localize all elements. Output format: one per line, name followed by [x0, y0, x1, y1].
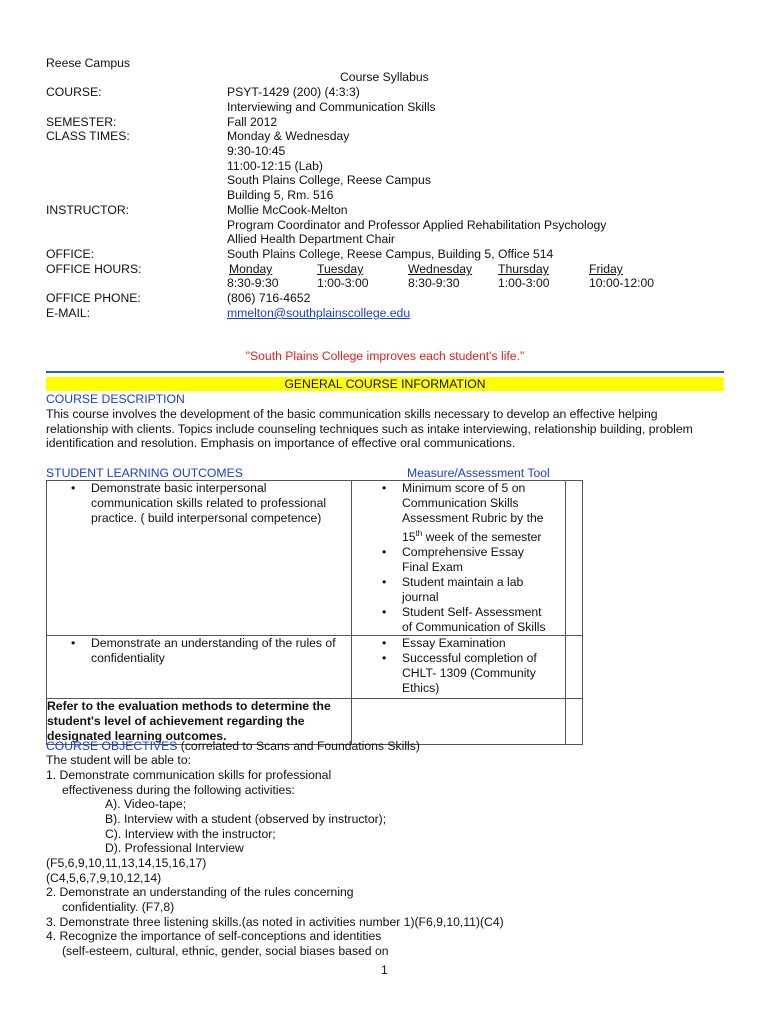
campus-name: Reese Campus: [46, 56, 130, 70]
office-hours-time: 10:00-12:00: [589, 276, 655, 290]
class-time-lab: 11:00-12:15 (Lab): [227, 159, 323, 173]
page-number: 1: [381, 963, 388, 977]
objectives-heading: COURSE OBJECTIVES: [46, 739, 178, 753]
list-item: • Demonstrate an understanding of the rules of confidentiality: [47, 636, 351, 666]
course-name: Interviewing and Communication Skills: [227, 100, 436, 114]
office-label: OFFICE:: [46, 247, 95, 261]
description-heading: COURSE DESCRIPTION: [46, 392, 185, 406]
objective-subitem: D). Professional Interview: [105, 841, 244, 855]
outcome-cell: [47, 636, 352, 699]
instructor-name: Mollie McCook-Melton: [227, 203, 348, 217]
objective-item-cont: confidentiality. (F7,8): [62, 900, 175, 914]
extra-cell: [566, 636, 583, 699]
office-hours-time: 8:30-9:30: [408, 276, 460, 290]
college-motto: "South Plains College improves each student's life.": [245, 349, 525, 363]
email-label: E-MAIL:: [46, 306, 91, 320]
evaluation-note: Refer to the evaluation methods to determine the student's level of achievement regarding the designated learning outcomes.: [47, 699, 352, 745]
outcomes-heading: STUDENT LEARNING OUTCOMES: [46, 466, 243, 480]
course-code: PSYT-1429 (200) (4:3:3): [227, 85, 360, 99]
email-link[interactable]: mmelton@southplainscollege.edu: [227, 306, 411, 320]
semester-label: SEMESTER:: [46, 115, 117, 129]
objective-item: 3. Demonstrate three listening skills.(as noted in activities number 1)(F6,9,10,11)(C4): [46, 915, 504, 929]
class-times-label: CLASS TIMES:: [46, 129, 130, 143]
objective-codes: (F5,6,9,10,11,13,14,15,16,17): [46, 856, 207, 870]
measure-cell: [352, 636, 566, 699]
table-row: [47, 699, 583, 745]
measure-week-sup: th: [415, 529, 423, 538]
class-location: South Plains College, Reese Campus: [227, 173, 431, 187]
semester-value: Fall 2012: [227, 115, 278, 129]
office-hours-day: Wednesday: [408, 262, 473, 276]
measure-week-rest: week of the semester: [422, 530, 542, 545]
measure-text: Minimum score of 5 on Communication Skills Assessment Rubric by the: [402, 481, 544, 525]
description-line: relationship with clients. Topics include counseling techniques such as intake interviewing, relationship building, problem: [46, 422, 693, 436]
extra-cell: [566, 699, 583, 745]
list-item: • Student Self- Assessment of Communication of Skills: [352, 605, 551, 635]
measure-cell: [352, 699, 566, 745]
list-item: • Successful completion of CHLT- 1309 (Community Ethics): [352, 651, 551, 696]
objectives-heading-line: [46, 739, 420, 754]
table-row: [47, 636, 583, 699]
objective-codes: (C4,5,6,7,9,10,12,14): [46, 871, 162, 885]
office-hours-day: Friday: [589, 262, 623, 276]
section-divider: [46, 371, 724, 373]
list-item: • Demonstrate basic interpersonal communication skills related to professional practice. ( build interpersonal competence): [47, 481, 351, 526]
description-line: identification and resolution. Emphasis on importance of effective oral communications.: [46, 436, 516, 450]
class-time-lecture: 9:30-10:45: [227, 144, 286, 158]
office-hours-time: 8:30-9:30: [227, 276, 279, 290]
measure-week-num: 15: [402, 530, 416, 545]
outcome-cell: [47, 481, 352, 636]
list-item: • Student maintain a lab journal: [352, 575, 551, 605]
office-hours-label: OFFICE HOURS:: [46, 262, 142, 276]
phone-value: (806) 716-4652: [227, 291, 311, 305]
objective-item: 4. Recognize the importance of self-conceptions and identities: [46, 929, 382, 943]
measure-cell: [352, 481, 566, 636]
objective-subitem: C). Interview with the instructor;: [105, 827, 276, 841]
office-hours-time: 1:00-3:00: [498, 276, 550, 290]
objective-item: 1. Demonstrate communication skills for professional: [46, 768, 332, 782]
objective-item-cont: (self-esteem, cultural, ethnic, gender, social biases based on: [62, 944, 389, 958]
class-room: Building 5, Rm. 516: [227, 188, 334, 202]
objective-subitem: A). Video-tape;: [105, 797, 187, 811]
instructor-dept-title: Allied Health Department Chair: [227, 232, 395, 246]
measure-heading: Measure/Assessment Tool: [407, 466, 550, 480]
objective-subitem: B). Interview with a student (observed by instructor);: [105, 812, 387, 826]
course-label: COURSE:: [46, 85, 102, 99]
office-hours-day: Monday: [229, 262, 273, 276]
general-heading: GENERAL COURSE INFORMATION: [284, 377, 486, 391]
office-value: South Plains College, Reese Campus, Building 5, Office 514: [227, 247, 554, 261]
document-title: Course Syllabus: [340, 70, 429, 84]
list-item: • Essay Examination: [352, 636, 551, 651]
objectives-intro: The student will be able to:: [46, 753, 191, 767]
outcomes-table: [46, 480, 583, 745]
office-hours-day: Tuesday: [317, 262, 364, 276]
instructor-title: Program Coordinator and Professor Applied Rehabilitation Psychology: [227, 218, 607, 232]
objective-item: 2. Demonstrate an understanding of the rules concerning: [46, 885, 354, 899]
list-item: [352, 481, 551, 545]
list-item: • Comprehensive Essay Final Exam: [352, 545, 551, 575]
office-hours-day: Thursday: [498, 262, 549, 276]
phone-label: OFFICE PHONE:: [46, 291, 141, 305]
class-days: Monday & Wednesday: [227, 129, 350, 143]
extra-cell: [566, 481, 583, 636]
instructor-label: INSTRUCTOR:: [46, 203, 130, 217]
office-hours-time: 1:00-3:00: [317, 276, 369, 290]
objective-item-cont: effectiveness during the following activities:: [62, 783, 295, 797]
objectives-heading-note: (correlated to Scans and Foundations Skills): [177, 739, 420, 753]
table-row: [47, 481, 583, 636]
description-line: This course involves the development of the basic communication skills necessary to develop an effective helping: [46, 407, 658, 421]
